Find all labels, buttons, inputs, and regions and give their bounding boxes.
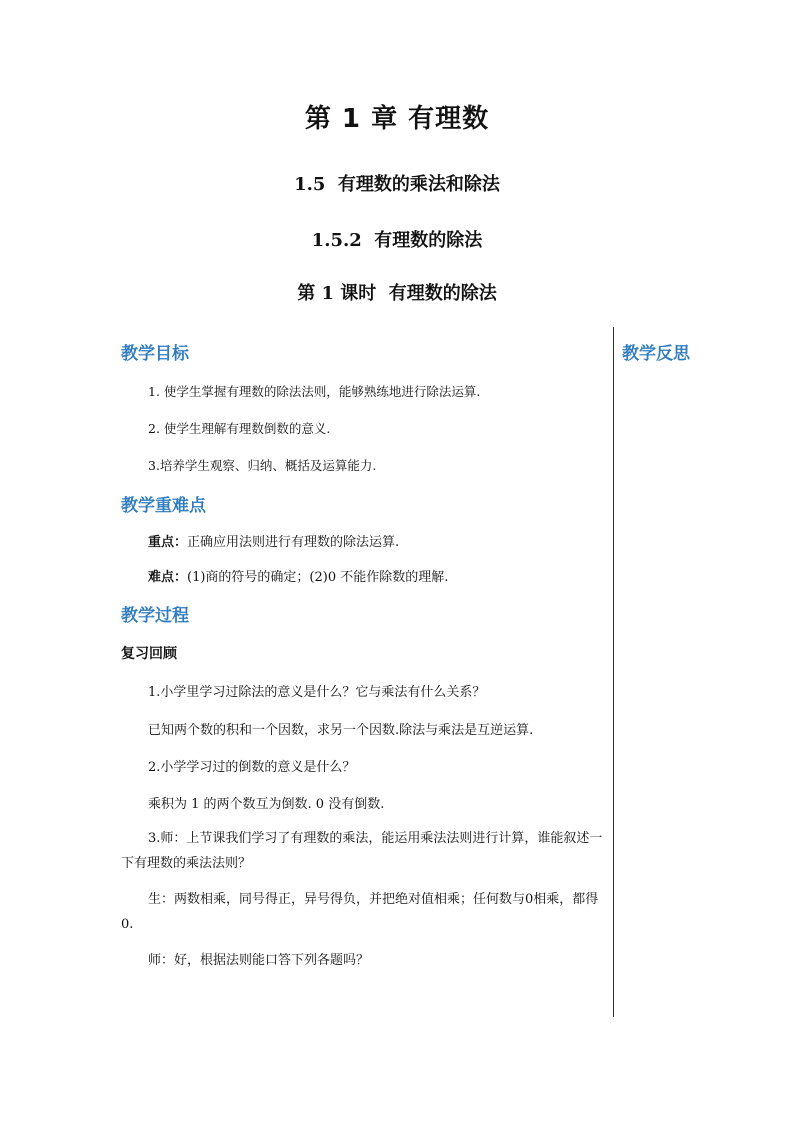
review-answer: 已知两个数的积和一个因数，求另一个因数.除法与乘法是互逆运算. bbox=[148, 723, 534, 738]
review-heading: 复习回顾 bbox=[121, 646, 177, 662]
difficulty-label: 难点： bbox=[148, 570, 188, 585]
column-divider bbox=[613, 327, 614, 1017]
goal-item: 1. 使学生掌握有理数的除法法则，能够熟练地进行除法运算. bbox=[148, 384, 481, 399]
focus-text: 正确应用法则进行有理数的除法运算. bbox=[187, 535, 400, 550]
focus-label: 重点： bbox=[148, 535, 188, 550]
goals-heading: 教学目标 bbox=[121, 344, 189, 364]
review-question: 1.小学里学习过除法的意义是什么？它与乘法有什么关系？ bbox=[148, 685, 486, 700]
lesson-title: 第 1 课时 有理数的除法 bbox=[297, 283, 497, 304]
review-question: 2.小学学习过的倒数的意义是什么？ bbox=[148, 760, 356, 775]
teacher-paragraph-2: 师：好，根据法则能口答下列各题吗？ bbox=[148, 953, 370, 968]
teacher-paragraph: 3.师：上节课我们学习了有理数的乘法，能运用乘法法则进行计算，谁能叙述一下有理数的乘法法则？ bbox=[121, 831, 603, 871]
goal-item: 3.培养学生观察、归纳、概括及运算能力. bbox=[148, 458, 377, 473]
difficulty-line bbox=[148, 566, 448, 585]
subsection-title: 1.5.2 有理数的除法 bbox=[311, 230, 483, 251]
chapter-title: 第 1 章 有理数 bbox=[304, 104, 490, 134]
student-paragraph: 生：两数相乘，同号得正，异号得负，并把绝对值相乘；任何数与0相乘，都得0. bbox=[121, 892, 599, 932]
reflection-heading: 教学反思 bbox=[622, 344, 690, 364]
section-title: 1.5 有理数的乘法和除法 bbox=[294, 174, 500, 195]
goal-item: 2. 使学生理解有理数倒数的意义. bbox=[148, 421, 331, 436]
focus-line bbox=[148, 531, 399, 550]
process-heading: 教学过程 bbox=[121, 606, 189, 626]
review-answer: 乘积为 1 的两个数互为倒数. 0 没有倒数. bbox=[148, 797, 385, 812]
difficulty-text: (1)商的符号的确定；(2)0 不能作除数的理解. bbox=[187, 570, 449, 585]
key-points-heading: 教学重难点 bbox=[121, 496, 206, 516]
